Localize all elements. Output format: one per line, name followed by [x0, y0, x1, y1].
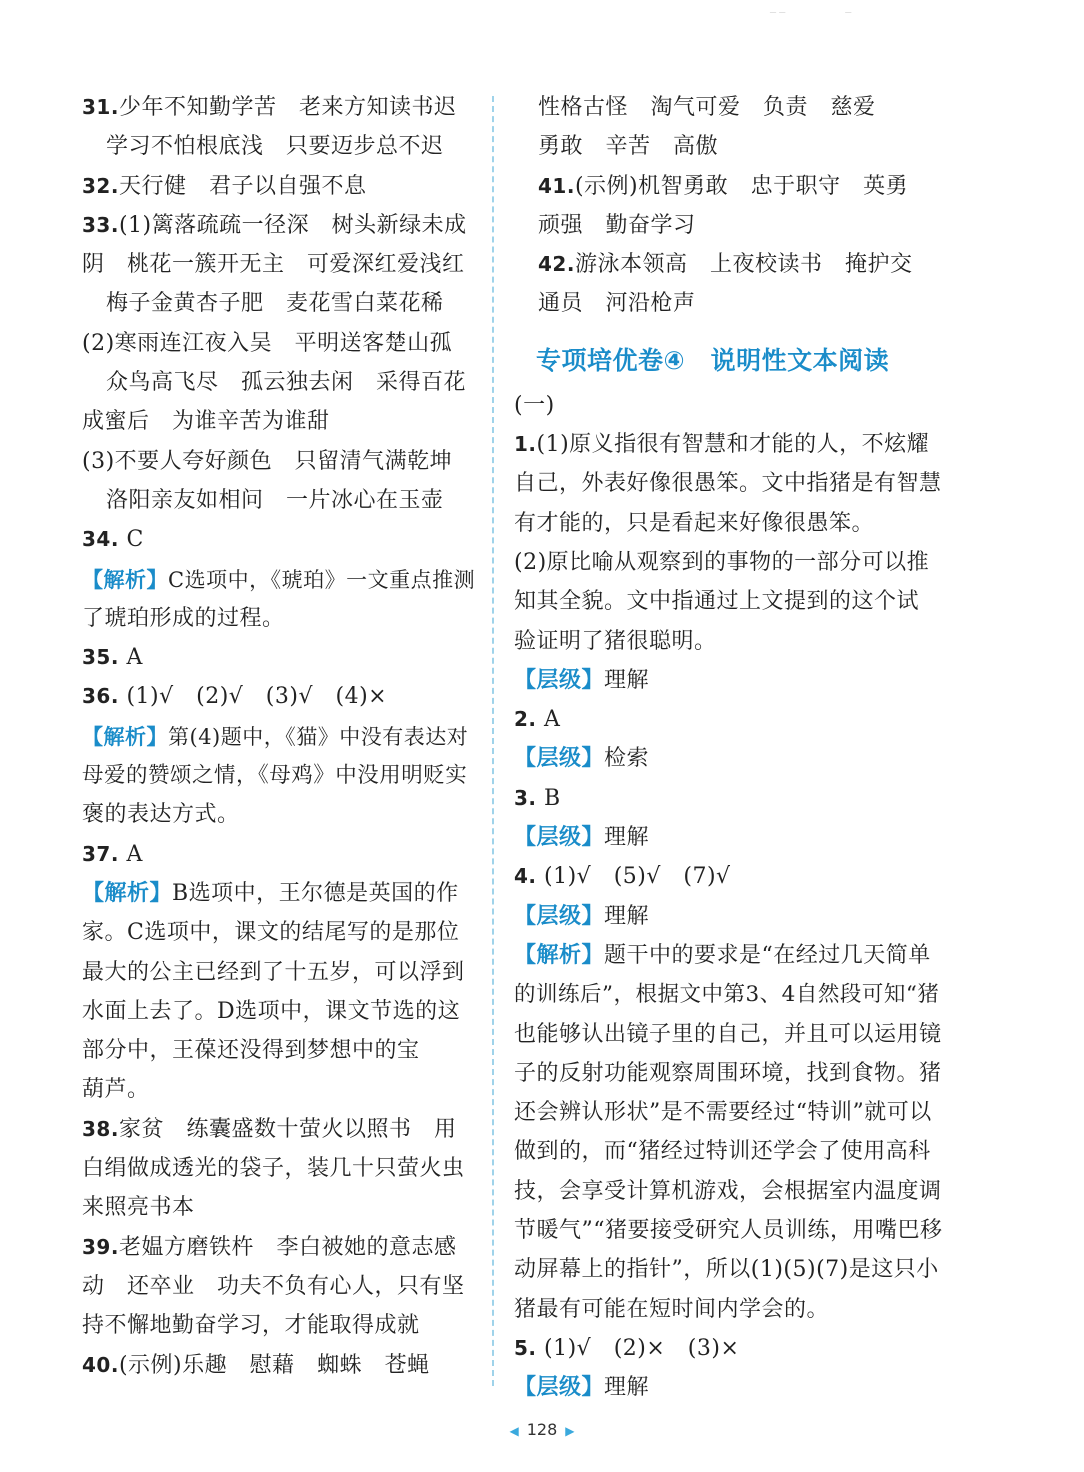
analysis-36: 【解析】第(4)题中，《猫》中没有表达对: [82, 723, 469, 749]
analysis-4-line10: 猪最有可能在短时间内学会的。: [514, 1296, 830, 1322]
analysis-4-line9: 动屏幕上的指针”，所以(1)(5)(7)是这只小: [514, 1257, 939, 1283]
answer-42-cont: 通员 河沿枪声: [538, 291, 696, 317]
analysis-37-line3: 最大的公主已经到了十五岁，可以浮到: [82, 959, 465, 985]
answer-39-line2: 动 还卒业 功夫不负有心人，只有坚: [82, 1273, 465, 1299]
answer-36: 36. (1)√ (2)√ (3)√ (4)×: [82, 684, 388, 710]
answer-33: 33.(1)篱落疏疏一径深 树头新绿未成: [82, 212, 467, 238]
answer-40: 40.(示例)乐趣 慰藉 蜘蛛 苍蝇: [82, 1352, 430, 1378]
part-answer-1-line4: (2)原比喻从观察到的事物的一部分可以推: [514, 549, 930, 575]
part-answer-4: 4. (1)√ (5)√ (7)√: [514, 864, 731, 890]
level-label: 【层级】: [514, 902, 605, 929]
analysis-36-line3: 褒的表达方式。: [82, 802, 240, 828]
answer-33-line3: 梅子金黄杏子肥 麦花雪白菜花稀: [106, 291, 444, 317]
answer-33-line4: (2)寒雨连江夜入吴 平明送客楚山孤: [82, 330, 453, 356]
answer-32: 32.天行健 君子以自强不息: [82, 173, 367, 199]
analysis-4: 【解析】题干中的要求是“在经过几天简单: [514, 941, 931, 968]
answer-31: 31.少年不知勤学苦 老来方知读书迟: [82, 95, 457, 120]
analysis-4-line3: 也能够认出镜子里的自己，并且可以运用镜: [514, 1021, 942, 1047]
answer-41: 41.(示例)机智勇敢 忠于职守 英勇: [538, 173, 909, 199]
answer-35: 35. A: [82, 645, 143, 671]
level-5: 【层级】理解: [514, 1374, 650, 1401]
analysis-4-line5: 还会辨认形状”是不需要经过“特训”就可以: [514, 1100, 932, 1126]
analysis-4-line2: 的训练后”，根据文中第3、4自然段可知“猪: [514, 982, 940, 1008]
analysis-label: 【解析】: [514, 941, 605, 968]
analysis-label: 【解析】: [82, 723, 168, 749]
level-label: 【层级】: [514, 666, 605, 693]
part-heading: (一): [514, 392, 555, 418]
level-2: 【层级】检索: [514, 745, 650, 772]
analysis-4-line7: 技，会享受计算机游戏，会根据室内温度调: [514, 1178, 942, 1204]
answer-33-line2: 阴 桃花一簇开无主 可爱深红爱浅红: [82, 252, 465, 278]
page-number: 128: [526, 1420, 558, 1439]
analysis-36-line2: 母爱的赞颂之情，《母鸡》中没用明贬实: [82, 763, 468, 789]
answer-42: 42.游泳本领高 上夜校读书 掩护交: [538, 252, 913, 278]
right-column: [514, 88, 942, 1408]
analysis-34: 【解析】C选项中，《琥珀》一文重点推测: [82, 566, 476, 592]
analysis-34-cont: 了琥珀形成的过程。: [82, 605, 285, 631]
answer-39-line3: 持不懈地勤奋学习，才能取得成就: [82, 1313, 420, 1339]
analysis-37-line6: 葫芦。: [82, 1077, 150, 1103]
analysis-label: 【解析】: [82, 566, 168, 592]
level-label: 【层级】: [514, 1374, 605, 1401]
analysis-37: 【解析】B选项中，王尔德是英国的作: [82, 879, 459, 906]
level-label: 【层级】: [514, 824, 605, 851]
analysis-37-line5: 部分中，王葆还没得到梦想中的宝: [82, 1038, 420, 1064]
answer-38-line2: 白绢做成透光的袋子，装几十只萤火虫: [82, 1156, 465, 1182]
level-3: 【层级】理解: [514, 824, 650, 851]
answer-37: 37. A: [82, 841, 143, 867]
answer-38-line3: 来照亮书本: [82, 1195, 195, 1221]
level-1: 【层级】理解: [514, 666, 650, 693]
left-column: [82, 88, 474, 1385]
triangle-right-icon: ▶: [565, 1424, 575, 1438]
answer-33-line7: (3)不要人夸好颜色 只留清气满乾坤: [82, 448, 453, 474]
corner-marks: ─ ─ ─: [770, 8, 852, 19]
part-answer-1-line6: 验证明了猪很聪明。: [514, 628, 717, 654]
analysis-4-line4: 子的反射功能观察周围环境，找到食物。猪: [514, 1060, 942, 1086]
answer-31-cont: 学习不怕根底浅 只要迈步总不迟: [106, 134, 444, 160]
answer-40-line2: 性格古怪 淘气可爱 负责 慈爱: [538, 95, 876, 120]
part-answer-3: 3. B: [514, 785, 561, 811]
answer-40-line3: 勇敢 辛苦 高傲: [538, 134, 719, 160]
level-label: 【层级】: [514, 745, 605, 772]
answer-33-line5: 众鸟高飞尽 孤云独去闲 采得百花: [106, 370, 467, 396]
analysis-label: 【解析】: [82, 879, 173, 906]
part-answer-1: 1.(1)原义指很有智慧和才能的人，不炫耀: [514, 432, 930, 458]
answer-33-line8: 洛阳亲友如相问 一片冰心在玉壶: [106, 487, 444, 513]
part-answer-1-line5: 知其全貌。文中指通过上文提到的这个试: [514, 589, 920, 615]
answer-41-cont: 顽强 勤奋学习: [538, 212, 696, 238]
section-title: 专项培优卷④ 说明性文本阅读: [536, 345, 890, 375]
part-answer-2: 2. A: [514, 707, 561, 733]
answer-33-line6: 成蜜后 为谁辛苦为谁甜: [82, 409, 330, 435]
page-footer: [0, 1420, 1084, 1439]
answer-38: 38.家贫 练囊盛数十萤火以照书 用: [82, 1116, 457, 1142]
triangle-left-icon: ◀: [509, 1424, 519, 1438]
analysis-4-line6: 做到的，而“猪经过特训还学会了使用高科: [514, 1139, 931, 1165]
part-answer-1-line2: 自己，外表好像很愚笨。文中指猪是有智慧: [514, 471, 942, 497]
analysis-37-line4: 水面上去了。D选项中，课文节选的这: [82, 998, 461, 1024]
level-4: 【层级】理解: [514, 902, 650, 929]
answer-34: 34. C: [82, 527, 144, 553]
part-answer-1-line3: 有才能的，只是看起来好像很愚笨。: [514, 510, 875, 536]
analysis-4-line8: 节暖气”“猪要接受研究人员训练，用嘴巴移: [514, 1218, 943, 1244]
analysis-37-line2: 家。C选项中，课文的结尾写的是那位: [82, 920, 460, 946]
answer-39: 39.老媪方磨铁杵 李白被她的意志感: [82, 1234, 457, 1260]
part-answer-5: 5. (1)√ (2)× (3)×: [514, 1335, 740, 1361]
column-divider: [492, 96, 494, 1386]
